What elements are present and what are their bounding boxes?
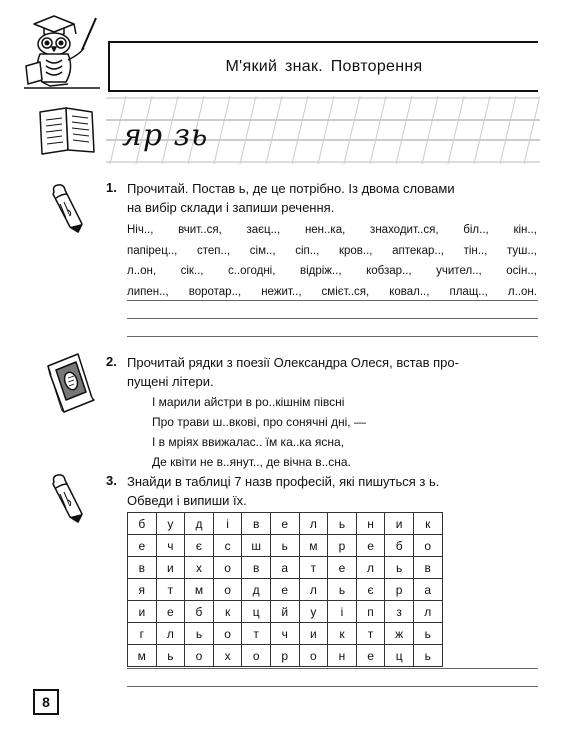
owl-teacher-icon <box>20 10 104 90</box>
word: с..огодні, <box>228 265 276 277</box>
grid-cell[interactable]: ь <box>385 557 414 579</box>
word: вчит..ся, <box>178 224 222 236</box>
word: тін.., <box>463 244 488 257</box>
handwriting-sample: яр зь <box>122 118 209 153</box>
word: нежит.., <box>261 285 302 298</box>
pencil-icon <box>48 182 88 234</box>
grid-cell[interactable]: у <box>156 513 185 535</box>
grid-cell[interactable]: к <box>413 513 442 535</box>
grid-cell[interactable]: е <box>128 535 157 557</box>
grid-cell[interactable]: о <box>185 645 214 667</box>
grid-cell[interactable]: л <box>299 579 328 601</box>
exercise-1-number: 1. <box>106 180 117 195</box>
word: Ніч.., <box>127 224 154 236</box>
exercise-2-instruction-line2: пущені літери. <box>127 374 214 389</box>
grid-cell[interactable]: ь <box>413 645 442 667</box>
grid-cell[interactable]: ь <box>413 623 442 645</box>
grid-cell[interactable]: и <box>385 513 414 535</box>
grid-cell[interactable]: о <box>213 623 242 645</box>
grid-cell[interactable]: н <box>328 645 357 667</box>
grid-cell[interactable]: т <box>356 623 385 645</box>
grid-cell[interactable]: е <box>156 601 185 623</box>
grid-cell[interactable]: о <box>213 579 242 601</box>
word: кобзар.., <box>366 265 412 277</box>
grid-cell[interactable]: ж <box>385 623 414 645</box>
exercise-2-instruction-line1: Прочитай рядки з поезії Олександра Олеся, встав про- <box>127 355 459 370</box>
grid-cell[interactable]: х <box>185 557 214 579</box>
answer-line[interactable] <box>127 686 538 687</box>
grid-cell[interactable]: а <box>270 557 299 579</box>
grid-cell[interactable]: ь <box>328 579 357 601</box>
grid-cell[interactable]: р <box>328 535 357 557</box>
grid-cell[interactable]: м <box>128 645 157 667</box>
grid-row <box>128 535 443 557</box>
grid-cell[interactable]: є <box>185 535 214 557</box>
grid-cell[interactable]: к <box>213 601 242 623</box>
grid-cell[interactable]: р <box>385 579 414 601</box>
answer-line[interactable] <box>127 300 538 301</box>
word: плащ.., <box>449 285 488 298</box>
grid-row <box>128 645 443 667</box>
grid-cell[interactable]: е <box>270 513 299 535</box>
poem-excerpt <box>152 392 366 472</box>
grid-cell[interactable]: и <box>299 623 328 645</box>
grid-cell[interactable]: т <box>299 557 328 579</box>
exercise-1-instruction-line1 <box>127 179 455 198</box>
grid-cell[interactable]: г <box>128 623 157 645</box>
grid-cell[interactable]: л <box>156 623 185 645</box>
grid-cell[interactable]: б <box>128 513 157 535</box>
word: смієт..ся, <box>321 285 370 298</box>
grid-cell[interactable]: є <box>356 579 385 601</box>
grid-cell[interactable]: и <box>128 601 157 623</box>
word: відріж.., <box>299 265 342 277</box>
word: сім.., <box>249 244 276 257</box>
grid-cell[interactable]: в <box>242 513 271 535</box>
grid-cell[interactable]: і <box>213 513 242 535</box>
letter-grid <box>127 512 443 667</box>
word-row <box>127 241 537 262</box>
grid-cell[interactable]: т <box>242 623 271 645</box>
exercise-3-instruction-line1: Знайди в таблиці 7 назв професій, які пишуться з ь. <box>127 474 440 489</box>
answer-line[interactable] <box>127 336 538 337</box>
pencil-icon <box>48 472 88 524</box>
exercise-3-instruction-line2: Обведи і випиши їх. <box>127 493 247 508</box>
word: л..он. <box>507 285 537 298</box>
grid-cell[interactable]: ш <box>242 535 271 557</box>
grid-cell[interactable]: е <box>328 557 357 579</box>
grid-cell[interactable]: й <box>270 601 299 623</box>
word: заєц.., <box>246 224 281 236</box>
word-row <box>127 220 537 241</box>
grid-row <box>128 579 443 601</box>
grid-cell[interactable]: д <box>242 579 271 601</box>
grid-cell[interactable]: е <box>270 579 299 601</box>
word: знаходит..ся, <box>370 224 439 236</box>
grid-cell[interactable]: ч <box>270 623 299 645</box>
grid-cell[interactable]: у <box>299 601 328 623</box>
grid-cell[interactable]: ь <box>156 645 185 667</box>
exercise-1-instruction: Прочитай. Постав ь, де це потрібно. Із двома словами <box>127 181 455 196</box>
grid-cell[interactable]: м <box>299 535 328 557</box>
grid-cell[interactable]: в <box>242 557 271 579</box>
word: біл.., <box>463 224 489 236</box>
grid-cell[interactable]: д <box>185 513 214 535</box>
grid-row <box>128 513 443 535</box>
word: кін.., <box>513 224 537 236</box>
word: степ.., <box>197 244 231 257</box>
word: воротар.., <box>188 285 242 298</box>
word: сіп.., <box>295 244 320 257</box>
grid-cell[interactable]: е <box>356 645 385 667</box>
grid-cell[interactable]: б <box>385 535 414 557</box>
grid-cell[interactable]: ь <box>185 623 214 645</box>
grid-row <box>128 601 443 623</box>
grid-cell[interactable]: к <box>328 623 357 645</box>
grid-cell[interactable]: с <box>213 535 242 557</box>
grid-cell[interactable]: ь <box>270 535 299 557</box>
answer-line[interactable] <box>127 318 538 319</box>
grid-cell[interactable]: п <box>356 601 385 623</box>
word: сік.., <box>180 265 204 277</box>
grid-cell[interactable]: м <box>185 579 214 601</box>
grid-cell[interactable]: х <box>213 645 242 667</box>
word: кров.., <box>338 244 373 257</box>
grid-cell[interactable]: и <box>156 557 185 579</box>
word: туш.., <box>507 244 537 257</box>
title-underline <box>108 90 538 92</box>
grid-cell[interactable]: л <box>299 513 328 535</box>
poem-line: І марили айстри в ро..кішнім півсні <box>152 395 345 409</box>
grid-cell[interactable]: ч <box>156 535 185 557</box>
grid-cell[interactable]: е <box>356 535 385 557</box>
grid-cell[interactable]: ь <box>328 513 357 535</box>
grid-cell[interactable]: в <box>128 557 157 579</box>
word: осін.., <box>506 265 537 277</box>
word: нен..ка, <box>304 224 346 236</box>
grid-cell[interactable]: ц <box>242 601 271 623</box>
grid-cell[interactable]: о <box>413 535 442 557</box>
grid-cell[interactable]: б <box>185 601 214 623</box>
grid-cell[interactable]: я <box>128 579 157 601</box>
page-title: М'який знак. Повторення <box>225 58 423 75</box>
grid-cell[interactable]: ц <box>385 645 414 667</box>
grid-row <box>128 623 443 645</box>
word: л..он, <box>127 265 157 277</box>
grid-cell[interactable]: л <box>356 557 385 579</box>
grid-cell[interactable]: о <box>213 557 242 579</box>
word: липен.., <box>127 285 169 298</box>
grid-cell[interactable]: р <box>270 645 299 667</box>
word: аптекар.., <box>392 244 444 257</box>
grid-cell[interactable]: в <box>413 557 442 579</box>
poem-line: І в мріях ввижалас.. їм ка..ка ясна, <box>152 435 345 449</box>
word-row <box>127 282 537 303</box>
open-notebook-icon <box>38 106 96 156</box>
grid-cell[interactable]: о <box>242 645 271 667</box>
grid-cell[interactable]: і <box>328 601 357 623</box>
grid-cell[interactable]: н <box>356 513 385 535</box>
word: папірец.., <box>127 244 178 257</box>
word: ковал.., <box>389 285 430 298</box>
book-icon <box>44 352 96 414</box>
exercise-3-number: 3. <box>106 473 117 488</box>
grid-cell[interactable]: з <box>385 601 414 623</box>
grid-cell[interactable]: л <box>413 601 442 623</box>
exercise-1-word-list <box>127 220 537 302</box>
answer-line[interactable] <box>127 668 538 669</box>
grid-row <box>128 557 443 579</box>
word-row <box>127 261 537 282</box>
exercise-1-instruction-line2: на вибір склади і запиши речення. <box>127 200 335 215</box>
poem-line: Де квіти не в..янут.., де вічна в..сна. <box>152 455 351 469</box>
grid-cell[interactable]: а <box>413 579 442 601</box>
grid-cell[interactable]: о <box>299 645 328 667</box>
page-number: 8 <box>33 689 59 715</box>
poem-line: Про трави ш..вкові, про сонячні дні, — <box>152 415 366 429</box>
word: учител.., <box>436 265 482 277</box>
title-banner <box>108 41 538 91</box>
exercise-2-number: 2. <box>106 354 117 369</box>
grid-cell[interactable]: т <box>156 579 185 601</box>
